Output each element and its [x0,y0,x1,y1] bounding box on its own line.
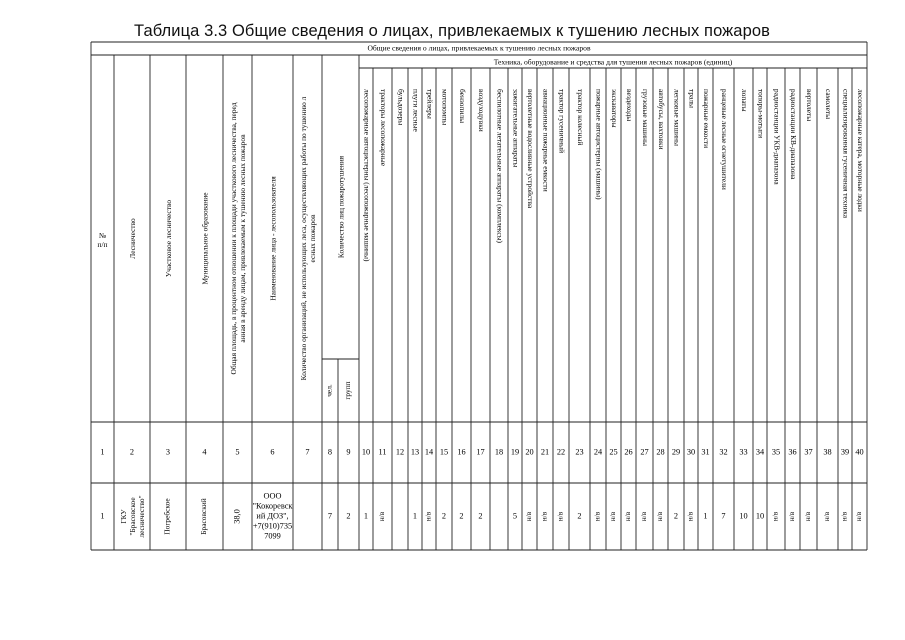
column-header-11: плуги лесные [411,89,421,132]
column-number: 35 [771,447,781,457]
column-number: 11 [378,447,387,457]
column-number: 28 [656,447,665,457]
cell-equipment: н/в [770,511,780,522]
column-number: 8 [327,447,333,457]
column-header-33: радиостанции УКВ-диапазона [772,89,782,185]
column-header-6: Наименование лица - лесопользователя [268,176,278,301]
column-header-32: топоры-мотыги [756,89,766,139]
column-header-28: тралы [687,89,697,109]
equipment-header: Техника, оборудование и средства для тушения лесных пожаров (единиц) [493,57,733,67]
column-number: 20 [525,447,534,457]
cell-equipment: 1 [412,511,418,521]
cell-equipment: н/в [423,511,433,522]
column-header-22: пожарные автоцистерны (машины) [594,89,604,200]
cell-equipment: 2 [459,511,464,521]
cell-municipality: Брасовский [199,498,209,535]
column-header-23: экскаваторы [609,89,619,128]
column-number: 6 [270,447,275,457]
column-header-8: лесопожарные автоцистерны (лесопожарные машины) [362,89,372,262]
page-title: Таблица 3.3 Общие сведения о лицах, привлекаемых к тушению лесных пожаров [134,22,770,40]
column-header-19: авиационные пожарные емкости [541,89,551,192]
column-header-31: лопаты [739,89,749,112]
column-number: 25 [609,447,618,457]
column-number: 13 [410,447,420,457]
column-number: 21 [540,447,550,457]
column-number: 4 [202,447,207,457]
column-number: 39 [840,447,850,457]
cell-groups: 2 [346,511,351,521]
column-number: 29 [671,447,681,457]
column-header-17: зажигательные аппараты [511,89,521,168]
column-header-18: вертолетные водосливные устройства [525,89,535,209]
column-number: 40 [855,447,864,457]
column-header-4: Муниципальное образование [200,192,210,285]
column-header-5: Общая площадь, в процентном отношении к площади участкового лесничества, переданная в аренду лицам, привлекаемым к тушению лесных пожаров [229,102,247,375]
cell-equipment: 7 [721,511,726,521]
cell-equipment: 10 [755,511,765,521]
crew-header: Количество лиц пожаротушения [336,155,346,259]
column-header-2: Лесничество [128,218,137,259]
cell-equipment: 2 [441,511,447,521]
column-number: 27 [640,447,649,457]
cell-equipment: н/в [524,511,534,522]
column-header-10: бульдозеры [396,89,406,126]
column-number: 14 [424,447,434,457]
cell-people: 7 [327,511,333,521]
column-number: 37 [804,447,813,457]
column-number: 23 [575,447,584,457]
cell-equipment: н/в [377,511,387,522]
column-header-36: самолеты [823,89,833,120]
cell-equipment: н/в [623,511,633,522]
crew-people-header: чел. [324,384,334,397]
cell-equipment: н/в [608,511,618,522]
cell-equipment: н/в [655,511,665,522]
cell-equipment: н/в [592,511,602,522]
column-number: 34 [755,447,765,457]
column-header-26: автобусы, вахтовки [656,89,666,150]
column-number: 18 [494,447,504,457]
cell-number: 1 [100,511,105,521]
column-number: 19 [510,447,520,457]
column-header-34: радиостанции КВ-диапазона [788,89,798,180]
column-header-7: Количество организаций, не использующих леса, осуществляющих работы по тушению лесных пожаров [299,96,317,381]
column-number: 31 [701,447,710,457]
column-header-25: грузовые машины [640,89,650,146]
column-header-15: воздуходувки [476,89,486,132]
column-number: 15 [439,447,449,457]
column-header-38: лесопожарные катера, моторные лодки [855,89,865,212]
cell-equipment: н/в [822,511,832,522]
column-number: 36 [788,447,797,457]
column-number: 32 [719,447,728,457]
column-number: 38 [823,447,832,457]
column-header-20: трактор гусеничный [557,89,567,154]
column-number: 2 [129,447,135,457]
column-header-27: легковые машины [672,89,682,146]
cell-user: ООО "Кокоревск ий ДОЗ", +7(910)735 7099 [252,491,293,541]
cell-equipment: 2 [673,511,679,521]
column-header-16: беспилотные летательные аппараты (комплексы) [495,89,505,244]
column-number: 12 [395,447,405,457]
column-number: 1 [100,447,105,457]
column-header-21: трактор колесный [575,89,585,146]
column-number: 5 [235,447,240,457]
cell-equipment: н/в [555,511,565,522]
column-header-3: Участковое лесничество [164,199,173,278]
cell-equipment: н/в [803,511,813,522]
cell-equipment: 1 [363,511,369,521]
column-number: 16 [457,447,466,457]
column-header-37: специализированная гусеничная техника [841,89,851,219]
column-number: 10 [361,447,371,457]
cell-equipment: 1 [703,511,708,521]
column-header-14: бензопилы [457,89,467,124]
cell-forestry: ГКУ"Брасовскоелесничество" [119,495,146,538]
cell-equipment: 5 [512,511,518,521]
column-number: 24 [593,447,603,457]
crew-groups-header: групп [343,381,353,400]
cell-equipment: 2 [478,511,483,521]
cell-equipment: н/в [839,511,849,522]
column-number: 26 [624,447,633,457]
column-number: 30 [686,447,696,457]
cell-area: 38,0 [232,509,242,524]
top-header: Общие сведения о лицах, привлекаемых к тушению лесных пожаров [367,43,591,53]
column-number: 3 [165,447,171,457]
cell-equipment: 10 [739,511,748,521]
column-number: 33 [739,447,748,457]
cell-equipment: н/в [787,511,797,522]
cell-equipment: н/в [539,511,549,522]
column-header-35: вертолеты [804,89,814,122]
column-number: 17 [476,447,485,457]
column-number: 22 [556,447,566,457]
column-header-n: № п/п [97,230,108,249]
cell-district-forestry: Погребское [162,498,172,535]
cell-equipment: н/в [639,511,649,522]
column-header-30: ранцевые лесные огнетушители [719,89,729,190]
column-header-13: мотопомпы [440,89,450,126]
cell-equipment: н/в [685,511,695,522]
cell-equipment: 2 [577,511,582,521]
column-header-29: пожарные емкости [701,89,711,149]
column-header-9: тракторы лесопожарные [378,89,388,167]
cell-equipment: н/в [854,511,864,522]
column-header-12: трейлеры [425,89,435,119]
column-header-24: вездеходы [624,89,634,122]
column-number: 9 [346,447,351,457]
column-number: 7 [305,447,310,457]
